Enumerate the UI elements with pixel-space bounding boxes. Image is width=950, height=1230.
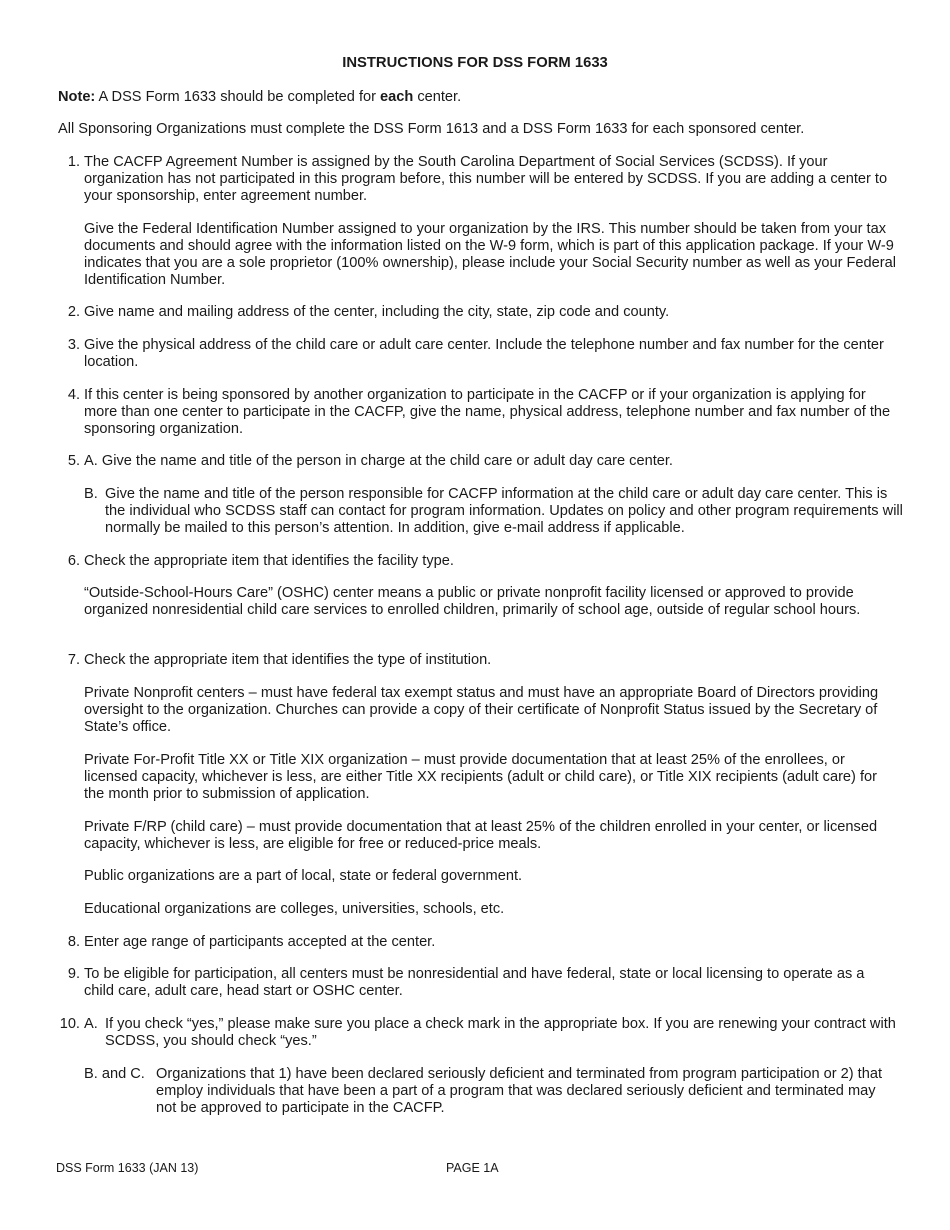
item-5b: [84, 486, 904, 537]
item-7-nonprofit: [58, 685, 898, 736]
footer-form-id: DSS Form 1633 (JAN 13): [56, 1161, 199, 1175]
item-7-public: [58, 868, 898, 885]
item-number: 4.: [67, 387, 80, 403]
item-6: [58, 553, 898, 570]
item-number: 9.: [67, 966, 80, 982]
item-text: Public organizations are a part of local, state or federal government.: [84, 868, 523, 884]
item-text: Enter age range of participants accepted at the center.: [84, 934, 436, 950]
item-text: Give the Federal Identification Number assigned to your organization by the IRS. This number should be taken from your tax documents and should agree with the information listed on the W-9 form, which is part of this application package. If your W-9 indicates that you are a sole proprietor (100% ownership), please include your Social Security number as well as your Federal Identification Number.: [84, 221, 896, 288]
item-5a-text: Give the name and title of the person in charge at the child care or adult day care center.: [101, 453, 673, 469]
item-5b-text: Give the name and title of the person responsible for CACFP information at the child care or adult day care center. This is the individual who SCDSS staff can contact for program information. Updates on policy and other program requirements will normally be mailed to this person’s attention. In addition, give e-mail address if applicable.: [105, 486, 903, 536]
note-emphasis: each: [380, 89, 414, 105]
item-10a-text: If you check “yes,” please make sure you place a check mark in the appropriate box. If you are renewing your contract with SCDSS, you should check “yes.”: [105, 1016, 896, 1049]
item-5: [58, 453, 898, 470]
item-5a: [84, 453, 896, 470]
item-10bc: [84, 1066, 884, 1117]
item-text: Private Nonprofit centers – must have federal tax exempt status and must have an appropriate Board of Directors providing oversight to the organization. Churches can provide a copy of their certificate of Nonprofit Status issued by the Secretary of State’s office.: [84, 685, 879, 735]
item-1: [58, 154, 898, 205]
item-8: [58, 934, 898, 951]
item-text: Give name and mailing address of the center, including the city, state, zip code and county.: [84, 304, 670, 320]
item-10a: [84, 1016, 896, 1050]
note-paragraph: [58, 89, 898, 106]
item-text: If this center is being sponsored by another organization to participate in the CACFP or if your organization is applying for more than one center to participate in the CACFP, give the name, physical address, telephone number and fax number of the sponsoring organization.: [84, 387, 891, 437]
item-10bc-label: B. and C.: [84, 1066, 145, 1082]
item-4: [58, 387, 898, 438]
item-number: 1.: [67, 154, 80, 170]
item-text: Private F/RP (child care) – must provide documentation that at least 25% of the children enrolled in your center, or licensed capacity, whichever is less, are eligible for free or reduced-price meals.: [84, 819, 878, 852]
note-text-after: center.: [413, 89, 462, 105]
item-text: Check the appropriate item that identifies the facility type.: [84, 553, 454, 569]
item-1-paragraph-2: [58, 221, 898, 289]
item-number: 2.: [67, 304, 80, 320]
item-6-paragraph-2: [58, 585, 898, 619]
item-9: [58, 966, 898, 1000]
item-text: Give the physical address of the child care or adult care center. Include the telephone number and fax number for the center location.: [84, 337, 884, 370]
item-5a-label: A.: [84, 453, 98, 469]
item-number: 5.: [67, 453, 80, 469]
item-7-educational: [58, 901, 898, 918]
item-number: 3.: [67, 337, 80, 353]
item-number: 7.: [67, 652, 80, 668]
item-5b-label: B.: [84, 486, 98, 502]
item-number: 8.: [67, 934, 80, 950]
note-label: Note:: [58, 89, 96, 105]
item-3: [58, 337, 898, 371]
item-7-forprofit: [58, 752, 898, 803]
item-number: 10.: [59, 1016, 80, 1032]
item-7-frp: [58, 819, 898, 853]
item-7: [58, 652, 898, 669]
item-10a-label: A.: [84, 1016, 98, 1032]
item-text: Check the appropriate item that identifies the type of institution.: [84, 652, 492, 668]
page-title: INSTRUCTIONS FOR DSS FORM 1633: [342, 55, 608, 71]
item-text: To be eligible for participation, all centers must be nonresidential and have federal, state or local licensing to operate as a child care, adult care, head start or OSHC center.: [84, 966, 865, 999]
item-text: Private For-Profit Title XX or Title XIX organization – must provide documentation that at least 25% of the enrollees, or licensed capacity, whichever is less, are either Title XX recipients (adult or child care), or Title XIX recipients (adult care) for the month prior to submission of application.: [84, 752, 877, 802]
item-text: The CACFP Agreement Number is assigned by the South Carolina Department of Social Services (SCDSS). If your organization has not participated in this program before, this number will be entered by SCDSS. If you are adding a center to your sponsorship, enter agreement number.: [84, 154, 888, 204]
footer-page-number: PAGE 1A: [446, 1161, 499, 1175]
note-text-before: A DSS Form 1633 should be completed for: [95, 89, 381, 105]
item-10bc-text: Organizations that 1) have been declared seriously deficient and terminated from program participation or 2) that employ individuals that have been a part of a program that was declared seriously deficient and terminated may not be approved to participate in the CACFP.: [156, 1066, 883, 1116]
item-2: [58, 304, 898, 321]
item-10: [58, 1016, 898, 1050]
item-text: Educational organizations are colleges, universities, schools, etc.: [84, 901, 505, 917]
intro-paragraph: All Sponsoring Organizations must complete the DSS Form 1613 and a DSS Form 1633 for each sponsored center.: [58, 121, 805, 137]
item-number: 6.: [67, 553, 80, 569]
item-text: “Outside-School-Hours Care” (OSHC) center means a public or private nonprofit facility licensed or approved to provide organized nonresidential child care services to enrolled children, primarily of school age, outside of regular school hours.: [84, 585, 861, 618]
